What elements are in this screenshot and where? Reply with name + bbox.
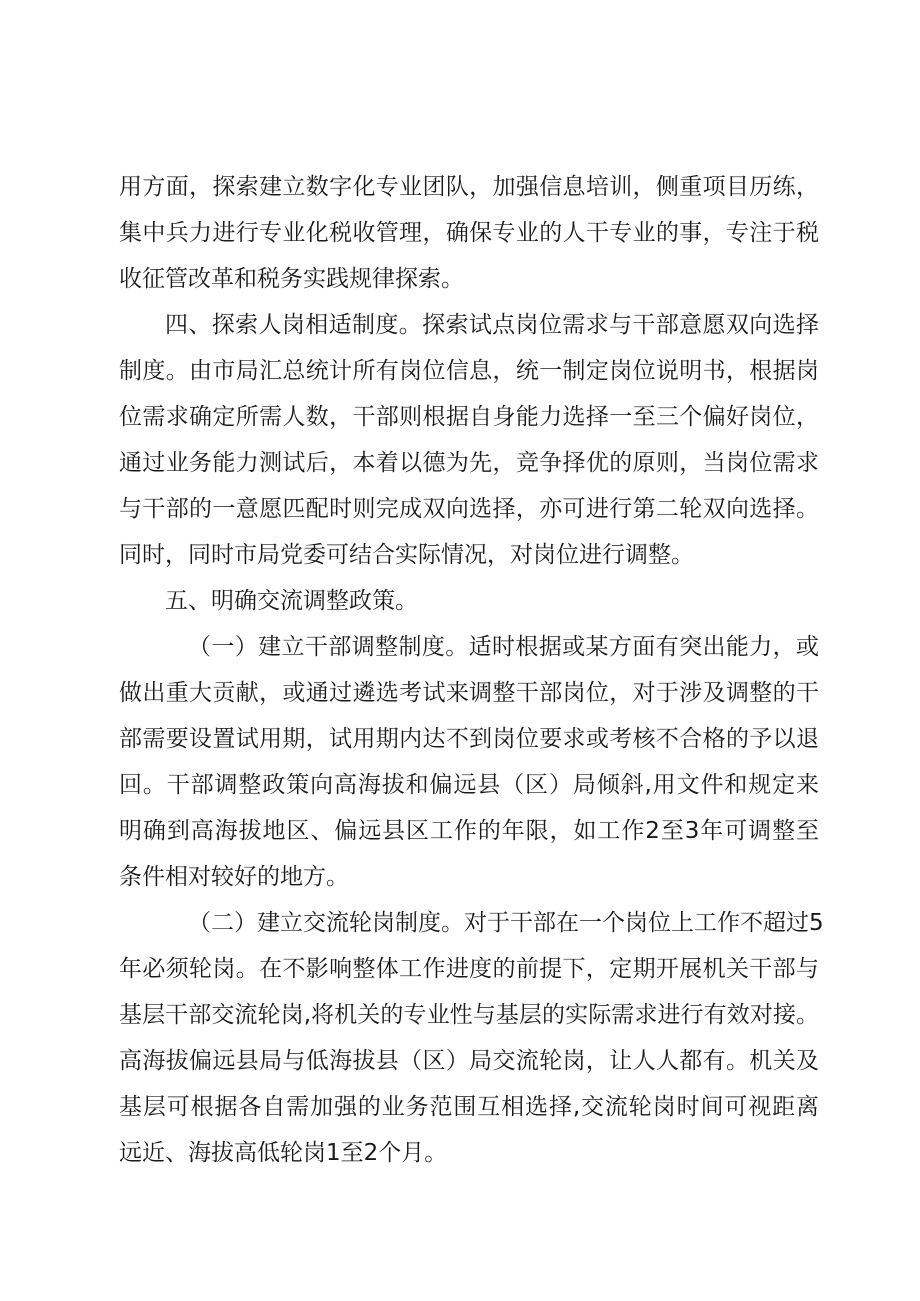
text-line: 收征管改革和税务实践规律探索。 — [119, 266, 464, 292]
text-line: 回。干部调整政策向高海拔和偏远县（区）局倾斜,用文件和规定来 — [119, 772, 819, 798]
subsection-1-heading-line: （一）建立干部调整制度。适时根据或某方面有突出能力，或 — [188, 634, 819, 660]
text-line: 同时，同时市局党委可结合实际情况，对岗位进行调整。 — [119, 542, 694, 568]
text-line: 制度。由市局汇总统计所有岗位信息，统一制定岗位说明书，根据岗 — [119, 358, 819, 384]
section-4-heading-line: 四、探索人岗相适制度。探索试点岗位需求与干部意愿双向选择 — [165, 312, 819, 338]
text-line: 通过业务能力测试后，本着以德为先，竞争择优的原则，当岗位需求 — [119, 450, 819, 476]
text-line: 用方面，探索建立数字化专业团队，加强信息培训，侧重项目历练， — [119, 174, 819, 200]
text-line: 远近、海拔高低轮岗1至2个月。 — [119, 1140, 448, 1166]
text-line: 基层干部交流轮岗,将机关的专业性与基层的实际需求进行有效对接。 — [119, 1002, 819, 1028]
text-line: 基层可根据各自需加强的业务范围互相选择,交流轮岗时间可视距离 — [119, 1094, 819, 1120]
text-line: 集中兵力进行专业化税收管理，确保专业的人干专业的事，专注于税 — [119, 220, 819, 246]
section-5-heading: 五、明确交流调整政策。 — [165, 588, 418, 614]
text-line: 部需要设置试用期，试用期内达不到岗位要求或考核不合格的予以退 — [119, 726, 819, 752]
text-line: 高海拔偏远县局与低海拔县（区）局交流轮岗，让人人都有。机关及 — [119, 1048, 819, 1074]
text-line: 与干部的一意愿匹配时则完成双向选择，亦可进行第二轮双向选择。 — [119, 496, 819, 522]
subsection-2-heading-line: （二）建立交流轮岗制度。对于干部在一个岗位上工作不超过5 — [188, 910, 824, 936]
text-line: 条件相对较好的地方。 — [119, 864, 349, 890]
text-line: 做出重大贡献，或通过遴选考试来调整干部岗位，对于涉及调整的干 — [119, 680, 819, 706]
text-line: 位需求确定所需人数，干部则根据自身能力选择一至三个偏好岗位， — [119, 404, 819, 430]
text-line: 明确到高海拔地区、偏远县区工作的年限，如工作2至3年可调整至 — [119, 818, 819, 844]
text-line: 年必须轮岗。在不影响整体工作进度的前提下，定期开展机关干部与 — [119, 956, 819, 982]
